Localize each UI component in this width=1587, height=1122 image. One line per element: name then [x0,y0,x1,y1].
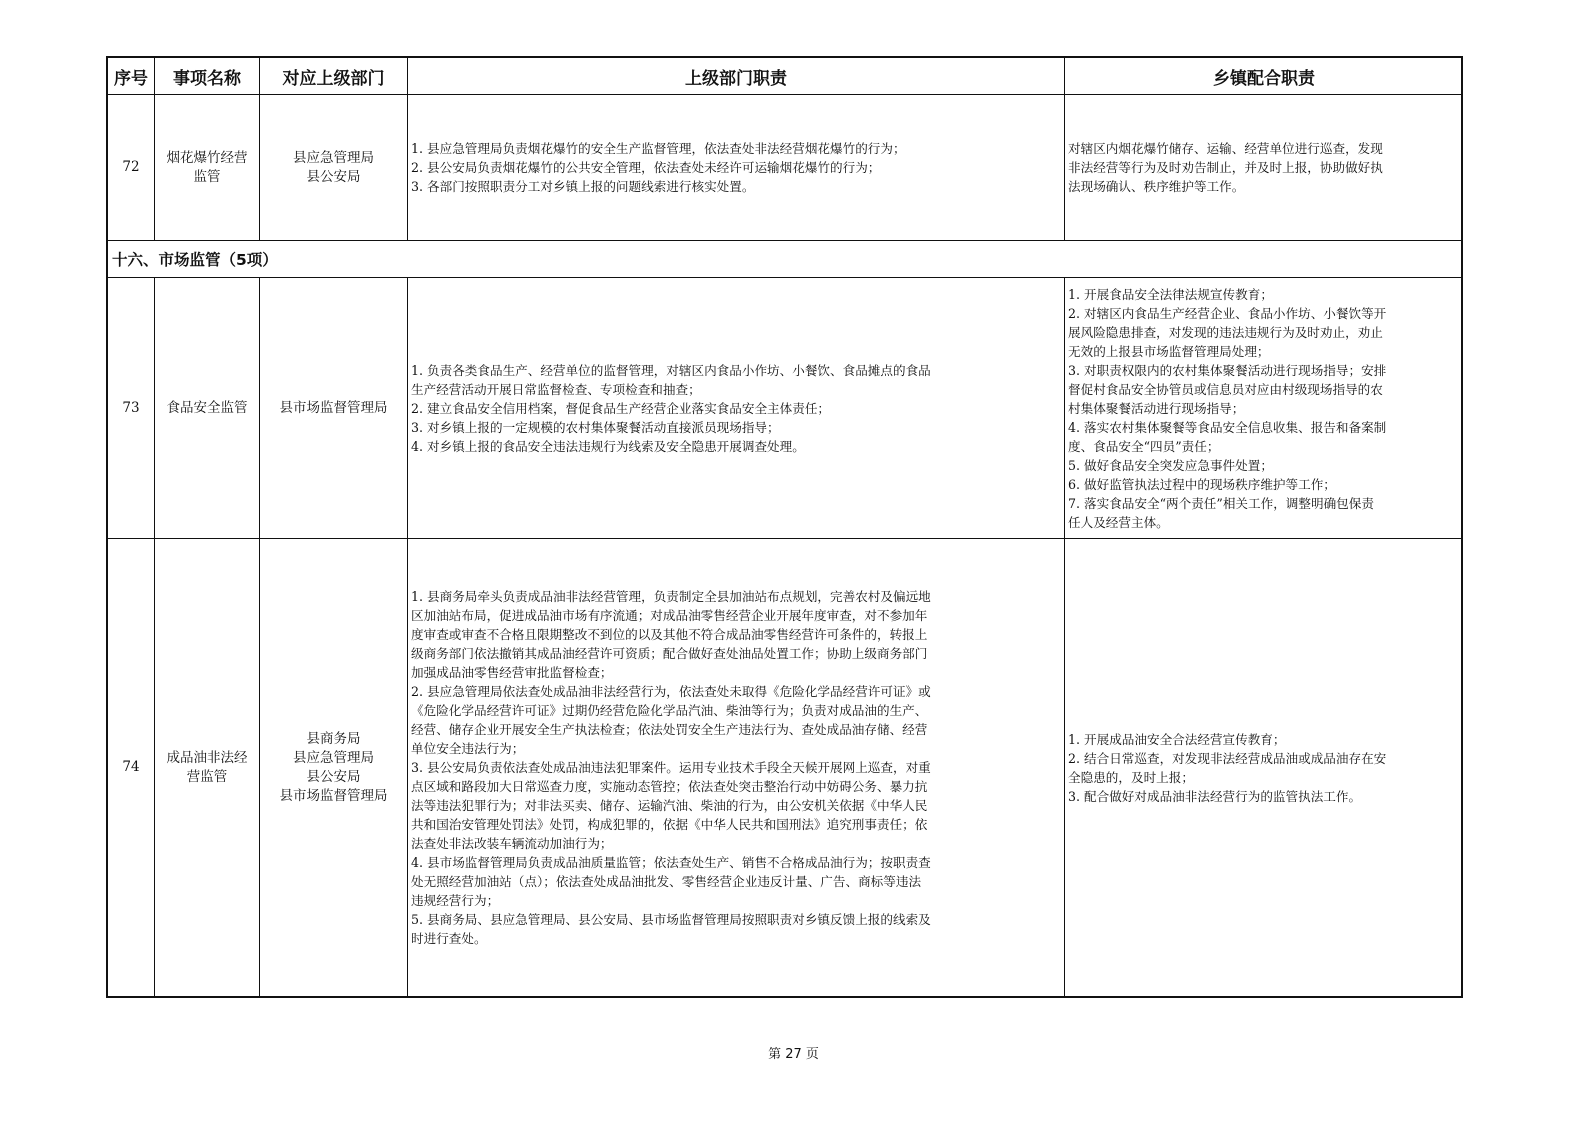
row-department: 县应急管理局 县公安局 [259,95,407,240]
row-dept-duty: 1. 县商务局牵头负责成品油非法经营管理，负责制定全县加油站布点规划，完善农村及偏远地 区加油站布局，促进成品油市场有序流通；对成品油零售经营企业开展年度审查，对不参加年 度审查或审查不合格且限期整改不到位的以及其他不符合成品油零售经营许可条件的，转报上 级商务部门依法撤销其成品油经营许可资质；配合做好查处油品处置工作；协助上级商务部门 加强成品油零售经营审批监督检查； 2. 县应急管理局依法查处成品油非法经营行为，依法查处未取得《危险化学品经营许可证》或 《危险化学品经营许可证》过期仍经营危险化学品汽油、柴油等行为；负责对成品油的生产、 经营、储存企业开展安全生产执法检查；依法处罚安全生产违法行为、查处成品油存储、经营 单位安全违法行为； 3. 县公安局负责依法查处成品油违法犯罪案件。运用专业技术手段全天候开展网上巡查，对重 点区域和路段加大日常巡查力度，实施动态管控；依法查处突击整治行动中妨碍公务、暴力抗 法等违法犯罪行为；对非法买卖、储存、运输汽油、柴油的行为，由公安机关依据《中华人民 共和国治安管理处罚法》处罚，构成犯罪的，依据《中华人民共和国刑法》追究刑事责任；依 法查处非法改装车辆流动加油行为； 4. 县市场监督管理局负责成品油质量监管；依法查处生产、销售不合格成品油行为；按职责查 处无照经营加油站（点）；依法查处成品油批发、零售经营企业违反计量、广告、商标等违法 违规经营行为； 5. 县商务局、县应急管理局、县公安局、县市场监督管理局按照职责对乡镇反馈上报的线索及 时进行查处。 [407,539,1064,996]
header-item-name: 事项名称 [154,58,259,94]
row-department: 县商务局 县应急管理局 县公安局 县市场监督管理局 [259,539,407,996]
section-row [108,240,1461,277]
row-item-name: 食品安全监管 [154,278,259,538]
row-item-name: 烟花爆竹经营 监管 [154,95,259,240]
row-item-name: 成品油非法经 营监管 [154,539,259,996]
section-title: 十六、市场监管（5项） [112,251,278,269]
row-town-duty: 1. 开展食品安全法律法规宣传教育； 2. 对辖区内食品生产经营企业、食品小作坊、小餐饮等开 展风险隐患排查，对发现的违法违规行为及时劝止，劝止 无效的上报县市场监督管理局处理； 3. 对职责权限内的农村集体聚餐活动进行现场指导；安排 督促村食品安全协管员或信息员对应由村级现场指导的农 村集体聚餐活动进行现场指导； 4. 落实农村集体聚餐等食品安全信息收集、报告和备案制 度、食品安全“四员”责任； 5. 做好食品安全突发应急事件处置； 6. 做好监管执法过程中的现场秩序维护等工作； 7. 落实食品安全“两个责任”相关工作，调整明确包保责 任人及经营主体。 [1064,278,1463,538]
row-town-duty: 对辖区内烟花爆竹储存、运输、经营单位进行巡查，发现 非法经营等行为及时劝告制止，并及时上报，协助做好执 法现场确认、秩序维护等工作。 [1064,95,1463,240]
row-town-duty: 1. 开展成品油安全合法经营宣传教育； 2. 结合日常巡查，对发现非法经营成品油或成品油存在安 全隐患的，及时上报； 3. 配合做好对成品油非法经营行为的监管执法工作。 [1064,539,1463,996]
responsibility-table [106,56,1463,998]
row-department: 县市场监督管理局 [259,278,407,538]
table-row [108,538,1461,996]
table-header [108,58,1461,94]
row-dept-duty: 1. 负责各类食品生产、经营单位的监督管理，对辖区内食品小作坊、小餐饮、食品摊点的食品 生产经营活动开展日常监督检查、专项检查和抽查； 2. 建立食品安全信用档案，督促食品生产经营企业落实食品安全主体责任； 3. 对乡镇上报的一定规模的农村集体聚餐活动直接派员现场指导； 4. 对乡镇上报的食品安全违法违规行为线索及安全隐患开展调查处理。 [407,278,1064,538]
row-seq: 73 [122,399,140,416]
header-dept-duty: 上级部门职责 [407,58,1064,94]
row-seq: 74 [122,759,140,775]
row-seq: 72 [122,159,140,175]
page-number: 第 27 页 [768,1047,819,1062]
table-row [108,277,1461,538]
header-town-duty: 乡镇配合职责 [1064,58,1463,94]
header-seq: 序号 [114,68,148,89]
header-department: 对应上级部门 [259,58,407,94]
table-row [108,94,1461,240]
row-dept-duty: 1. 县应急管理局负责烟花爆竹的安全生产监督管理，依法查处非法经营烟花爆竹的行为； 2. 县公安局负责烟花爆竹的公共安全管理，依法查处未经许可运输烟花爆竹的行为； 3. 各部门按照职责分工对乡镇上报的问题线索进行核实处置。 [407,95,1064,240]
